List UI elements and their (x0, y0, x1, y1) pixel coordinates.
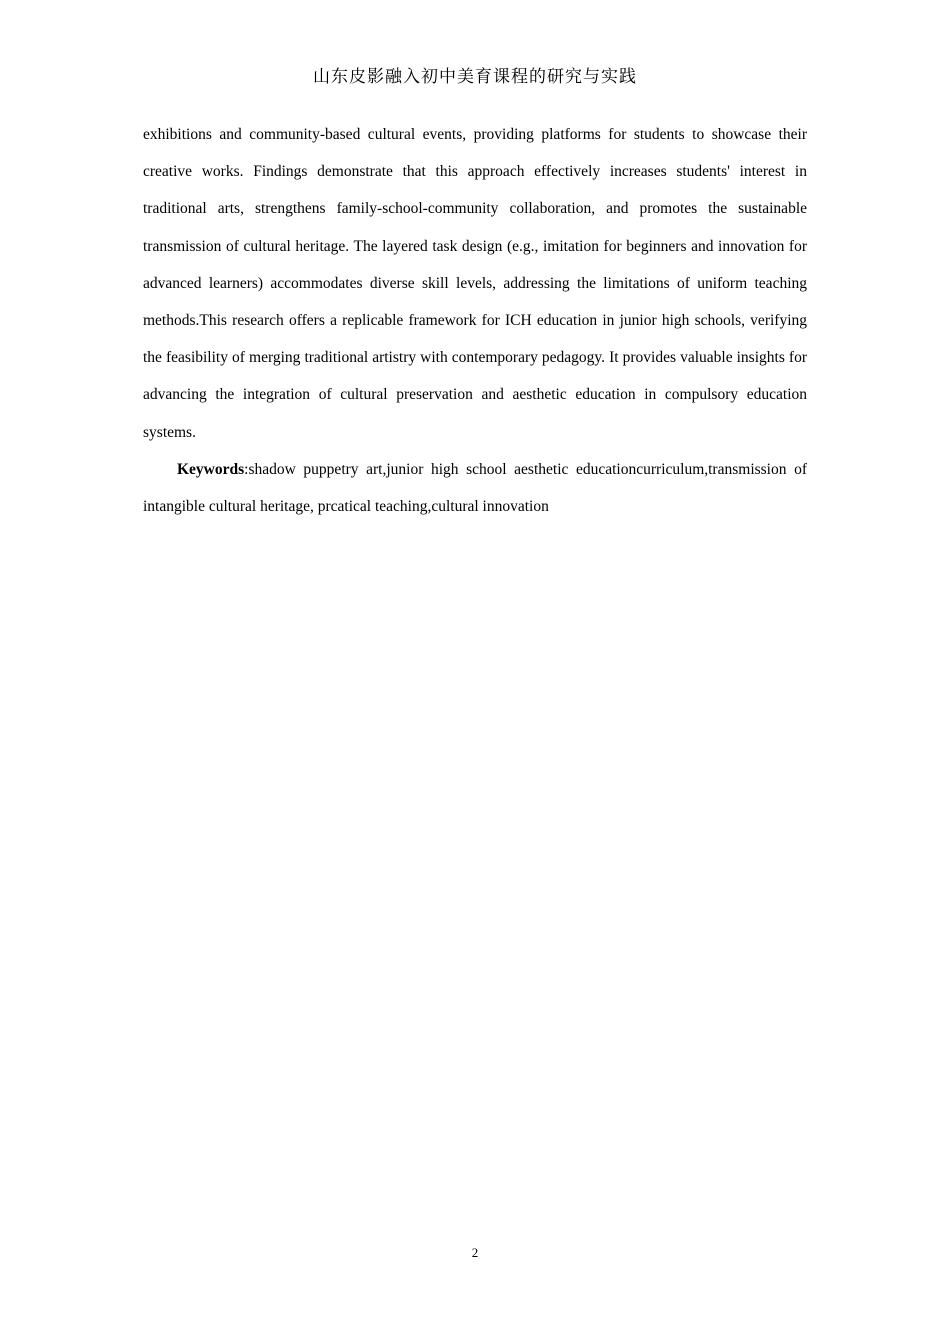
page-number: 2 (471, 1245, 479, 1260)
abstract-continuation-paragraph: exhibitions and community-based cultural events, providing platforms for students to showcase their creative works. Findings demonstrate that this approach effectively increases students' interest in traditional arts, strengthens family-school-community collaboration, and promotes the sustainable transmission of cultural heritage. The layered task design (e.g., imitation for beginners and innovation for advanced learners) accommodates diverse skill levels, addressing the limitations of uniform teaching methods.This research offers a replicable framework for ICH education in junior high schools, verifying the feasibility of merging traditional artistry with contemporary pedagogy. It provides valuable insights for advancing the integration of cultural preservation and aesthetic education in compulsory education systems. (143, 126, 807, 441)
page-header-title: 山东皮影融入初中美育课程的研究与实践 (313, 67, 637, 87)
keywords-paragraph (143, 451, 807, 525)
document-body (143, 116, 807, 525)
keywords-label: Keywords (177, 460, 245, 478)
keywords-separator: : (244, 460, 249, 478)
keywords-line-2: curriculum,transmission of intangible cultural heritage, prcatical teaching,cultural innovation (143, 460, 807, 516)
keywords-line-1: shadow puppetry art,junior high school aesthetic education (248, 460, 637, 478)
